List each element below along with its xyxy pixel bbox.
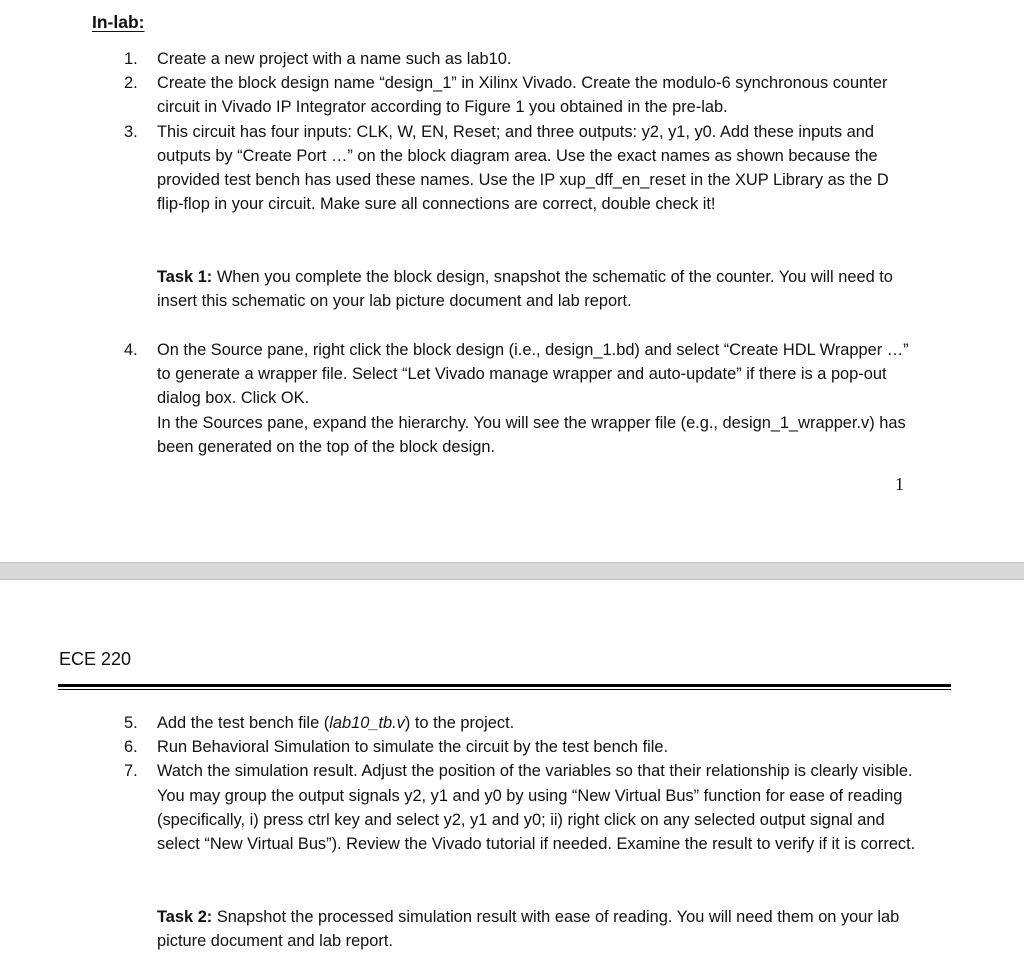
- in-lab-heading: In-lab:: [92, 12, 145, 32]
- task-1-text: When you complete the block design, snapshot the schematic of the counter. You will need to insert this schematic on your lab picture document and lab report.: [157, 268, 893, 311]
- task-1-paragraph: [157, 265, 917, 313]
- header-rule-thick: [58, 684, 951, 687]
- step-text-continued: In the Sources pane, expand the hierarchy. You will see the wrapper file (e.g., design_1_wrapper.v) has been generated on the top of the block design.: [157, 413, 906, 456]
- step-item: [0, 338, 917, 459]
- step-item: [0, 711, 917, 735]
- step-text: This circuit has four inputs: CLK, W, EN, Reset; and three outputs: y2, y1, y0. Add these inputs and outputs by “Create Port …” on the block diagram area. Use the exact names as shown because the provided test bench has used these names. Use the IP xup_dff_en_reset in the XUP Library as the D flip-flop in your circuit. Make sure all connections are correct, double check it!: [157, 122, 889, 214]
- page-number: 1: [895, 474, 904, 494]
- step-text: On the Source pane, right click the block design (i.e., design_1.bd) and select “Create HDL Wrapper …” to generate a wrapper file. Select “Let Vivado manage wrapper and auto-update” if there is a pop-out dialog box. Click OK.: [157, 341, 909, 408]
- task-2-label: Task 2:: [157, 908, 213, 926]
- step-text: Create the block design name “design_1” in Xilinx Vivado. Create the modulo-6 synchronous counter circuit in Vivado IP Integrator according to Figure 1 you obtained in the pre-lab.: [157, 74, 888, 117]
- step-item: [0, 120, 917, 217]
- step-text: Create a new project with a name such as lab10.: [157, 50, 512, 68]
- testbench-filename: lab10_tb.v: [329, 714, 405, 732]
- step-text: Watch the simulation result. Adjust the position of the variables so that their relationship is clearly visible. You may group the output signals y2, y1 and y0 by using “New Virtual Bus” function for ease of reading (specifically, i) press ctrl key and select y2, y1 and y0; ii) right click on any selected output signal and select “New Virtual Bus”). Review the Vivado tutorial if needed. Examine the result to verify if it is correct.: [157, 762, 916, 854]
- step-item: [0, 47, 917, 71]
- step-item: [0, 735, 917, 759]
- course-header: ECE 220: [59, 649, 132, 669]
- step-number: 3.: [124, 122, 138, 141]
- in-lab-steps-list: [0, 47, 917, 216]
- step-number: 1.: [124, 50, 138, 68]
- task-2-text: Snapshot the processed simulation result with ease of reading. You will need them on your lab picture document and lab report.: [157, 908, 900, 951]
- task-1-label: Task 1:: [157, 268, 213, 286]
- step-number: 6.: [124, 738, 138, 757]
- step-text: Run Behavioral Simulation to simulate the circuit by the test bench file.: [157, 738, 669, 757]
- step-item: [0, 71, 917, 119]
- header-rule-thin: [58, 689, 951, 690]
- simulation-steps-list: [0, 711, 917, 856]
- step-text: Add the test bench file (: [157, 714, 330, 732]
- task-2-paragraph: [157, 905, 917, 953]
- step-number: 2.: [124, 74, 138, 93]
- step-number: 4.: [124, 341, 138, 359]
- step-4-list: [0, 338, 917, 459]
- page-separator: [0, 562, 1024, 580]
- step-number: 5.: [124, 714, 138, 732]
- step-number: 7.: [124, 762, 138, 781]
- step-item: [0, 759, 917, 856]
- step-text: ) to the project.: [404, 714, 515, 732]
